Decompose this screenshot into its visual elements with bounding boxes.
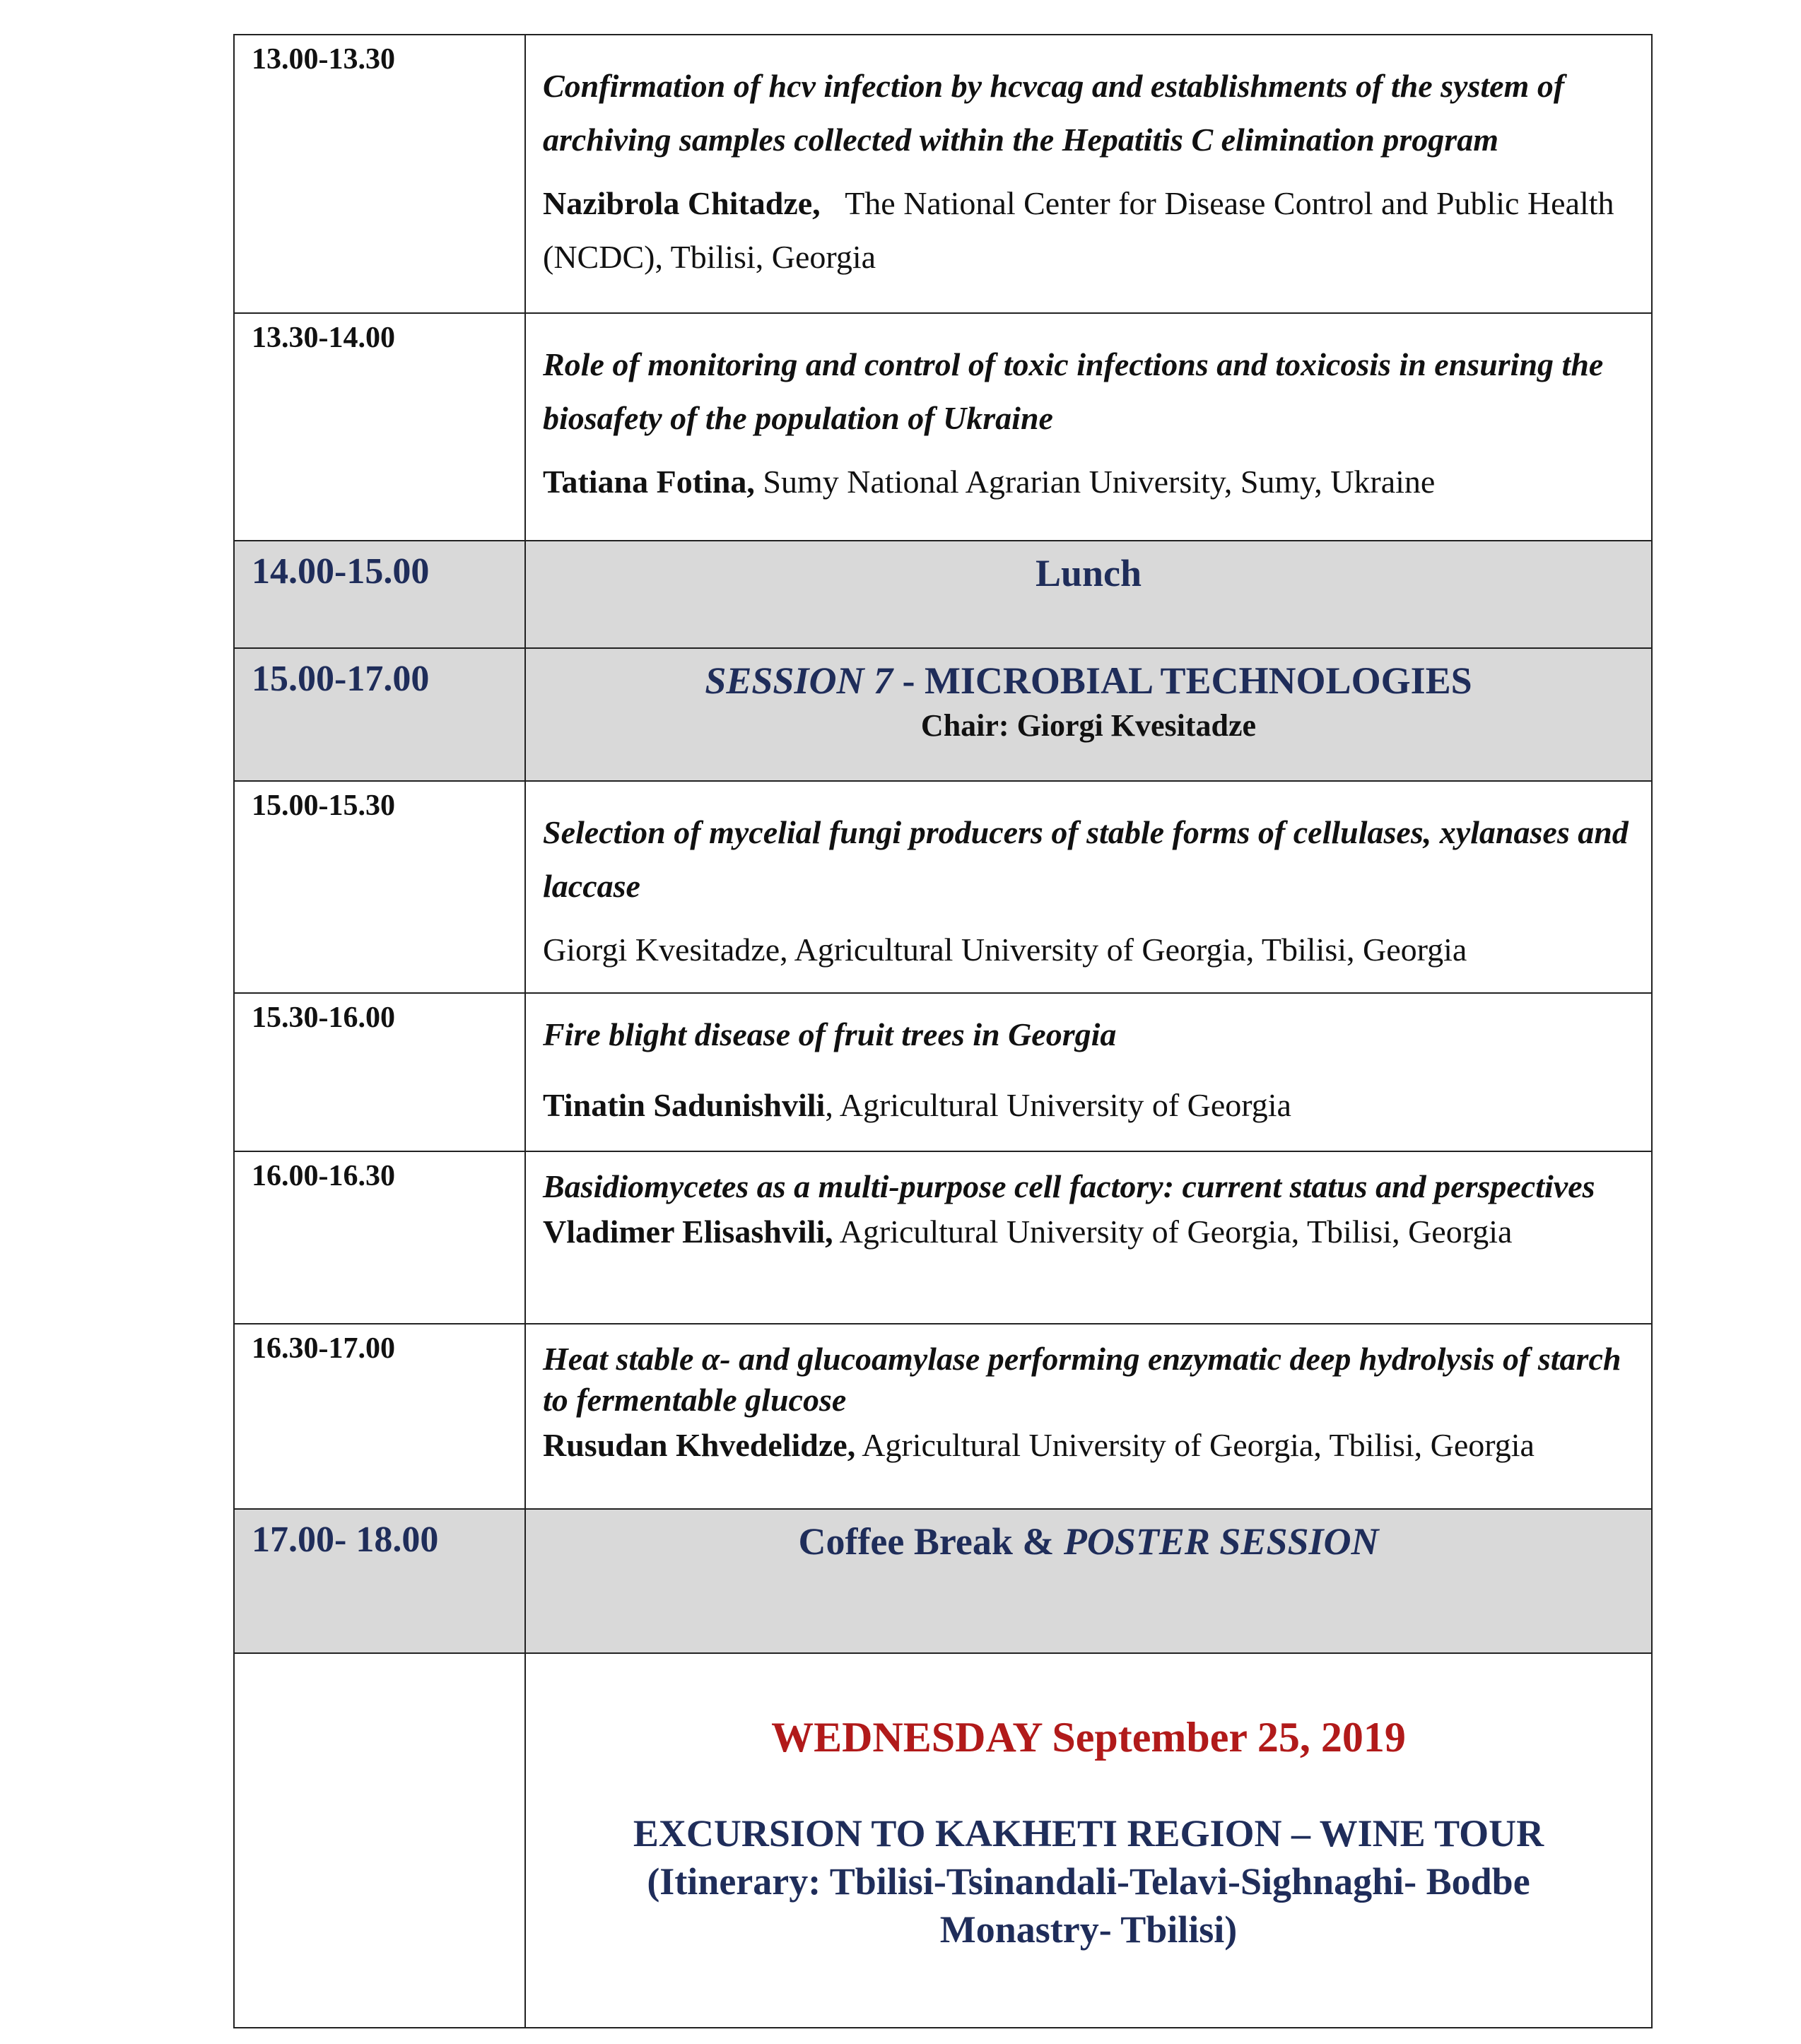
coffee-row: [234, 1509, 1652, 1653]
speaker-affiliation: , Agricultural University of Georgia: [825, 1087, 1291, 1123]
table-row: [234, 781, 1652, 993]
talk-title: Role of monitoring and control of toxic infections and toxicosis in ensuring the biosafety of the population of Ukraine: [543, 346, 1604, 436]
excursion-title: EXCURSION TO KAKHETI REGION – WINE TOUR: [633, 1812, 1544, 1855]
time-cell: 13.30-14.00: [234, 313, 525, 541]
talk-title: Basidiomycetes as a multi-purpose cell factory: current status and perspectives: [543, 1168, 1595, 1204]
talk-speaker: [543, 1211, 1634, 1252]
wednesday-cell: [525, 1653, 1652, 2028]
talk-cell: [525, 313, 1652, 541]
table-row: [234, 35, 1652, 313]
time-cell: 16.30-17.00: [234, 1324, 525, 1509]
session-chair: Chair: Giorgi Kvesitadze: [920, 708, 1257, 743]
lunch-label: Lunch: [1035, 552, 1142, 594]
coffee-label: [543, 1517, 1634, 1566]
speaker-name: Nazibrola Chitadze,: [543, 185, 821, 221]
session-name: - MICROBIAL TECHNOLOGIES: [902, 659, 1472, 702]
wednesday-row: [234, 1653, 1652, 2028]
talk-title: Confirmation of hcv infection by hcvcag and establishments of the system of archiving samples collected within the Hepatitis C elimination program: [543, 68, 1565, 158]
talk-cell: [525, 35, 1652, 313]
speaker-affiliation: Sumy National Agrarian University, Sumy, Ukraine: [763, 464, 1436, 500]
coffee-break-text: Coffee Break &: [798, 1520, 1064, 1563]
time-cell: 15.30-16.00: [234, 993, 525, 1151]
table-row: [234, 993, 1652, 1151]
speaker-name: Vladimer Elisashvili,: [543, 1214, 833, 1250]
time-cell: 14.00-15.00: [234, 541, 525, 648]
talk-title: Selection of mycelial fungi producers of stable forms of cellulases, xylanases and laccase: [543, 814, 1629, 904]
wednesday-date: WEDNESDAY September 25, 2019: [771, 1714, 1406, 1761]
time-cell: 13.00-13.30: [234, 35, 525, 313]
talk-speaker: [543, 1079, 1634, 1132]
table-row: [234, 1151, 1652, 1324]
program-table: [233, 34, 1653, 2028]
talk-title: Fire blight disease of fruit trees in Georgia: [543, 1016, 1117, 1052]
talk-speaker: [543, 1425, 1634, 1466]
session-label: SESSION 7: [705, 659, 893, 702]
speaker-affiliation: Agricultural University of Georgia, Tbilisi, Georgia: [862, 1427, 1535, 1463]
talk-cell: [525, 781, 1652, 993]
time-cell: 16.00-16.30: [234, 1151, 525, 1324]
poster-session-text: POSTER SESSION: [1063, 1520, 1379, 1563]
talk-cell: [525, 993, 1652, 1151]
session-title: [543, 656, 1634, 705]
speaker-affiliation: Giorgi Kvesitadze, Agricultural University of Georgia, Tbilisi, Georgia: [543, 932, 1467, 968]
session-header-cell: [525, 648, 1652, 781]
lunch-cell: [525, 541, 1652, 648]
talk-speaker: [543, 923, 1634, 977]
speaker-affiliation: The National Center for Disease Control and Public Health (NCDC), Tbilisi, Georgia: [543, 185, 1614, 275]
talk-cell: [525, 1151, 1652, 1324]
empty-time-cell: [234, 1653, 525, 2028]
lunch-row: [234, 541, 1652, 648]
talk-speaker: [543, 455, 1634, 509]
talk-title: Heat stable α- and glucoamylase performing enzymatic deep hydrolysis of starch to fermentable glucose: [543, 1341, 1621, 1418]
talk-speaker: [543, 177, 1634, 284]
time-cell: 17.00- 18.00: [234, 1509, 525, 1653]
session-header-row: [234, 648, 1652, 781]
coffee-cell: [525, 1509, 1652, 1653]
speaker-affiliation: Agricultural University of Georgia, Tbilisi, Georgia: [839, 1214, 1513, 1250]
speaker-name: Rusudan Khvedelidze,: [543, 1427, 856, 1463]
speaker-name: Tatiana Fotina,: [543, 464, 755, 500]
table-row: [234, 313, 1652, 541]
time-cell: 15.00-17.00: [234, 648, 525, 781]
talk-cell: [525, 1324, 1652, 1509]
time-cell: 15.00-15.30: [234, 781, 525, 993]
table-row: [234, 1324, 1652, 1509]
speaker-name: Tinatin Sadunishvili: [543, 1087, 826, 1123]
excursion-itinerary: (Itinerary: Tbilisi-Tsinandali-Telavi-Sighnaghi- Bodbe Monastry- Tbilisi): [647, 1860, 1530, 1951]
